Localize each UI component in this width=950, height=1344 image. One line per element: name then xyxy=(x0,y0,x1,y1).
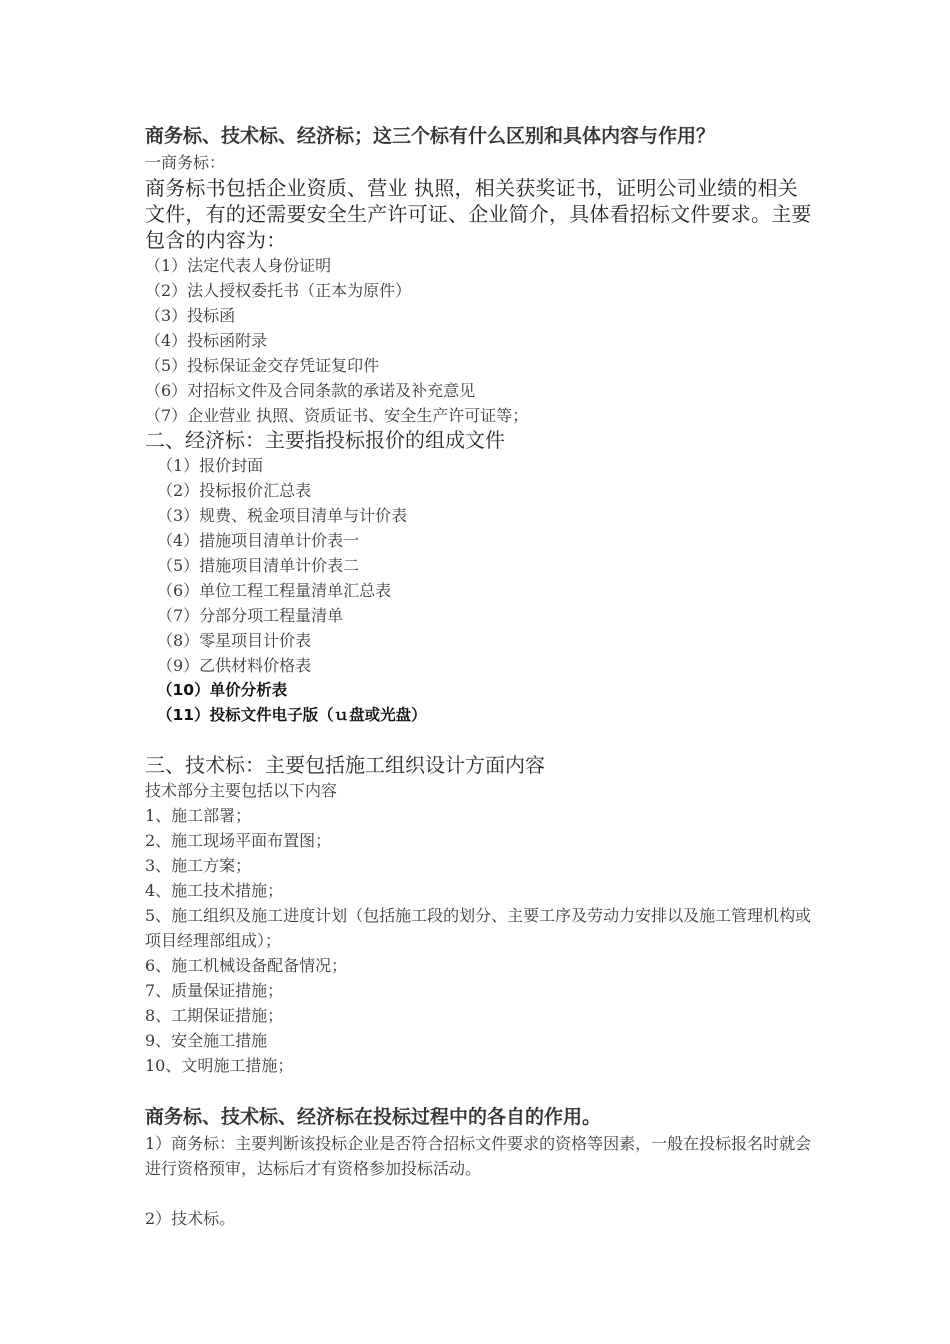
main-title: 商务标、技术标、经济标；这三个标有什么区别和具体内容与作用？ xyxy=(145,125,716,147)
section4-heading: 商务标、技术标、经济标在投标过程中的各自的作用。 xyxy=(145,1106,602,1128)
document-body xyxy=(145,122,815,1231)
list-item: （11）投标文件电子版（ｕ盘或光盘） xyxy=(157,706,427,724)
list-item: （9）乙供材料价格表 xyxy=(157,656,312,675)
list-item: 10、文明施工措施； xyxy=(145,1056,294,1075)
list-item: 3、施工方案； xyxy=(145,856,252,875)
section4-paragraph-1: 1）商务标：主要判断该投标企业是否符合招标文件要求的资格等因素，一般在投标报名时就会进行资格预审，达标后才有资格参加投标活动。 xyxy=(145,1134,812,1178)
spacer xyxy=(145,1078,815,1103)
spacer xyxy=(145,728,815,753)
list-item: （10）单价分析表 xyxy=(157,681,288,699)
section1-paragraph: 商务标书包括企业资质、营业 执照，相关获奖证书，证明公司业绩的相关文件，有的还需要安全生产许可证、企业简介，具体看招标文件要求。主要包含的内容为： xyxy=(145,176,812,252)
list-item: 6、施工机械设备配备情况； xyxy=(145,956,348,975)
list-item: （3）投标函 xyxy=(145,306,236,325)
list-item: 7、质量保证措施； xyxy=(145,981,284,1000)
section3-heading: 三、技术标：主要包括施工组织设计方面内容 xyxy=(145,753,545,777)
section3-list xyxy=(145,803,815,1078)
list-item: （6）单位工程工程量清单汇总表 xyxy=(157,581,392,600)
list-item: （2）法人授权委托书（正本为原件） xyxy=(145,281,412,300)
list-item: （4）投标函附录 xyxy=(145,331,268,350)
list-item: （6）对招标文件及合同条款的承诺及补充意见 xyxy=(145,381,476,400)
list-item: （1）法定代表人身份证明 xyxy=(145,256,332,275)
section1-list xyxy=(145,253,815,428)
list-item: （8）零星项目计价表 xyxy=(157,631,312,650)
list-item: （5）投标保证金交存凭证复印件 xyxy=(145,356,380,375)
section2-list xyxy=(145,453,815,728)
list-item: 8、工期保证措施； xyxy=(145,1006,284,1025)
list-item: 1、施工部署； xyxy=(145,806,252,825)
list-item: （7）企业营业 执照、资质证书、安全生产许可证等； xyxy=(145,406,529,425)
section3-intro: 技术部分主要包括以下内容 xyxy=(145,781,338,800)
list-item: （3）规费、税金项目清单与计价表 xyxy=(157,506,408,525)
section1-heading: 一商务标： xyxy=(145,153,226,172)
list-item: （5）措施项目清单计价表二 xyxy=(157,556,360,575)
list-item: （1）报价封面 xyxy=(157,456,264,475)
list-item: 5、施工组织及施工进度计划（包括施工段的划分、主要工序及劳动力安排以及施工管理机构或项目经理部组成）； xyxy=(145,906,812,950)
list-item: （7）分部分项工程量清单 xyxy=(157,606,344,625)
section4-paragraph-2: 2）技术标。 xyxy=(145,1209,236,1228)
list-item: 9、安全施工措施 xyxy=(145,1031,268,1050)
list-item: 2、施工现场平面布置图； xyxy=(145,831,332,850)
list-item: （2）投标报价汇总表 xyxy=(157,481,312,500)
spacer xyxy=(145,1181,815,1206)
section2-heading: 二、经济标：主要指投标报价的组成文件 xyxy=(145,428,505,452)
list-item: 4、施工技术措施； xyxy=(145,881,284,900)
list-item: （4）措施项目清单计价表一 xyxy=(157,531,360,550)
